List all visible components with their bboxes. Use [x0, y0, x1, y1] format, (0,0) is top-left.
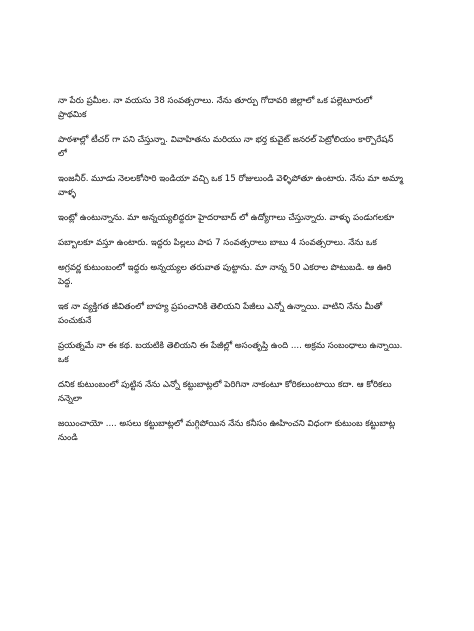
text-line: పంచుకునే: [58, 316, 92, 326]
text-line: పెద్ద.: [58, 277, 73, 287]
text-line: ఇక నా వ్యక్తిగత జీవితంలో బాహ్య ప్రపంచానికి తెలియని పేజీలు ఎన్నో ఉన్నాయి. వాటిని నేను మీతో: [58, 302, 383, 312]
text-line: అగ్రవర్ణ కుటుంబంలో ఇద్దరు అన్నయ్యల తరువాత పుట్టాను. మా నాన్న 50 ఎకరాల పొటుబడి. ఆ ఊరి: [58, 263, 392, 273]
text-line: నుండి: [58, 433, 78, 443]
paragraph-9: [58, 378, 426, 406]
text-line: దనిక కుటుంబంలో పుట్టిన నేను ఎన్నో కట్టుబాట్లలో పెరిగినా నాకంటూ కోరికలుంటాయి కదా. ఆ కోరికలు: [58, 380, 392, 390]
paragraph-10: [58, 417, 426, 445]
text-line: లో: [58, 149, 67, 159]
text-line: పబ్బాలకూ వస్తూ ఉంటారు. ఇద్దరు పిల్లలు పాప 7 సంవత్సరాలు బాబు 4 సంవత్సరాలు. నేను ఒక: [58, 238, 377, 248]
text-line: నా పేరు ప్రమీల. నా వయసు 38 సంవత్సరాలు. నేను తూర్పు గోదావరి జిల్లాలో ఒక పల్లెటూరులో: [58, 96, 373, 106]
paragraph-1: [58, 94, 426, 122]
paragraph-6: [58, 261, 426, 289]
text-line: పాఠశాల్లో టీచర్ గా పని చేస్తున్నా. వివాహితను మరియు నా భర్త కువైట్ జనరల్ పెట్రోలియం కార్పొరేషన్: [58, 135, 394, 145]
text-line: ఒక: [58, 355, 69, 365]
paragraph-3: [58, 172, 426, 200]
text-line: ఇంజనీర్. మూడు నెలలకోసారి ఇండియా వచ్చి ఒక 15 రోజులుండి వెళ్ళిపోతూ ఉంటారు. నేను మా అమ్మా: [58, 174, 404, 184]
paragraph-2: [58, 133, 426, 161]
paragraph-5: [58, 236, 426, 250]
paragraph-4: [58, 211, 426, 225]
text-line: ఇంట్లో ఉంటున్నాను. మా అన్నయ్యలిద్దరూ హైదరాబాద్ లో ఉద్యోగాలు చేస్తున్నారు. వాళ్ళు పండుగలకూ: [58, 213, 395, 223]
document-body: [58, 94, 426, 456]
paragraph-7: [58, 300, 426, 328]
text-line: వాళ్ళ: [58, 188, 77, 198]
paragraph-8: [58, 339, 426, 367]
text-line: జయించాయో .... అసలు కట్టుబాట్లలో మగ్గిపోయిన నేను కనీసం ఊహించని విధంగా కుటుంబ కట్టుబాట్ల: [58, 419, 396, 429]
text-line: నన్నెలా: [58, 394, 82, 404]
text-line: ప్రాథమిక: [58, 110, 87, 120]
text-line: ప్రయత్నమే నా ఈ కథ. బయటికి తెలియని ఈ పేజీల్లో అసంతృప్తి ఉంది .... అక్రమ సంబంధాలు ఉన్నాయి.: [58, 341, 403, 351]
